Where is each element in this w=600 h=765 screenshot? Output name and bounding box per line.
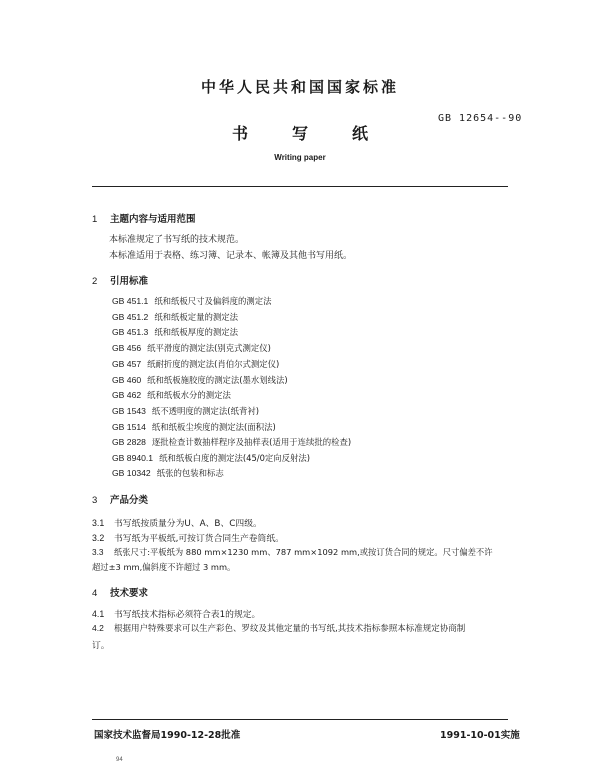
reference-title: 纸和纸板尺寸及偏斜度的测定法 bbox=[154, 296, 272, 306]
reference-item bbox=[112, 452, 310, 464]
clause-number: 3.1 bbox=[92, 518, 105, 528]
reference-code: GB 460 bbox=[112, 375, 142, 385]
reference-code: GB 1514 bbox=[112, 422, 146, 432]
section-1-paragraph: 本标准适用于表格、练习簿、记录本、帐簿及其他书写用纸。 bbox=[109, 251, 353, 261]
reference-code: GB 456 bbox=[112, 343, 142, 353]
section-4-number: 4 bbox=[92, 588, 98, 599]
reference-title: 纸和纸板白度的测定法(45/0定向反射法) bbox=[159, 453, 311, 463]
reference-item bbox=[112, 358, 279, 370]
reference-code: GB 8940.1 bbox=[112, 453, 154, 463]
implementation-date: 1991-10-01实施 bbox=[440, 730, 520, 741]
clause-4-1 bbox=[92, 607, 260, 620]
reference-item bbox=[112, 389, 231, 401]
reference-code: GB 451.3 bbox=[112, 327, 149, 337]
section-2-title: 引用标准 bbox=[110, 276, 149, 287]
section-2-number: 2 bbox=[92, 276, 98, 287]
reference-code: GB 2828 bbox=[112, 437, 146, 447]
section-1-title: 主题内容与适用范围 bbox=[110, 214, 196, 225]
reference-item bbox=[112, 374, 288, 386]
clause-text: 书写纸为平板纸,可按订货合同生产卷筒纸。 bbox=[114, 534, 284, 544]
clause-number: 4.1 bbox=[92, 609, 105, 619]
reference-title: 纸和纸板定量的测定法 bbox=[154, 312, 239, 322]
reference-code: GB 10342 bbox=[112, 468, 151, 478]
approval-line: 国家技术监督局1990-12-28批准 bbox=[94, 730, 241, 741]
reference-title: 纸不透明度的测定法(纸背衬) bbox=[151, 406, 259, 416]
reference-item bbox=[112, 326, 238, 338]
clause-number: 4.2 bbox=[92, 623, 104, 633]
reference-item bbox=[112, 342, 271, 354]
reference-title: 纸和纸板施胶度的测定法(墨水划线法) bbox=[147, 375, 288, 385]
clause-4-2-continuation: 订。 bbox=[92, 641, 110, 651]
reference-code: GB 457 bbox=[112, 359, 142, 369]
reference-item bbox=[112, 467, 224, 479]
reference-code: GB 462 bbox=[112, 390, 142, 400]
reference-code: GB 451.2 bbox=[112, 312, 149, 322]
reference-code: GB 451.1 bbox=[112, 296, 149, 306]
reference-title: 逐批检查计数抽样程序及抽样表(适用于连续批的检查) bbox=[151, 437, 352, 447]
reference-item bbox=[112, 295, 272, 307]
document-title-english: Writing paper bbox=[274, 153, 326, 162]
section-1-number: 1 bbox=[92, 214, 98, 225]
section-3-title: 产品分类 bbox=[110, 495, 149, 506]
section-1-heading bbox=[92, 211, 196, 225]
reference-title: 纸和纸板尘埃度的测定法(面积法) bbox=[151, 422, 276, 432]
clause-3-1 bbox=[92, 516, 262, 529]
section-3-number: 3 bbox=[92, 495, 98, 506]
reference-item bbox=[112, 405, 259, 417]
clause-text: 书写纸按质量分为U、A、B、C四级。 bbox=[114, 519, 262, 529]
clause-number: 3.2 bbox=[92, 533, 105, 543]
clause-text: 纸张尺寸:平板纸为 880 mm×1230 mm、787 mm×1092 mm,或按订货合同的规定。尺寸偏差不许 bbox=[114, 547, 493, 557]
reference-item bbox=[112, 311, 238, 323]
reference-title: 纸张的包装和标志 bbox=[156, 468, 224, 478]
clause-text: 书写纸技术指标必须符合表1的规定。 bbox=[114, 610, 261, 620]
reference-code: GB 1543 bbox=[112, 406, 146, 416]
standard-header-title: 中华人民共和国国家标准 bbox=[200, 78, 399, 96]
clause-3-2 bbox=[92, 531, 284, 544]
section-1-paragraph: 本标准规定了书写纸的技术规范。 bbox=[109, 235, 245, 245]
reference-title: 纸耐折度的测定法(肖伯尔式测定仪) bbox=[147, 359, 280, 369]
clause-4-2 bbox=[92, 622, 465, 634]
reference-title: 纸和纸板厚度的测定法 bbox=[154, 327, 239, 337]
reference-title: 纸平滑度的测定法(别克式测定仪) bbox=[147, 343, 271, 353]
clause-3-3 bbox=[92, 546, 493, 558]
clause-text: 根据用户特殊要求可以生产彩色、罗纹及其他定量的书写纸,其技术指标参照本标准规定协商制 bbox=[114, 624, 466, 634]
clause-3-3-continuation: 超过±3 mm,偏斜度不许超过 3 mm。 bbox=[92, 562, 236, 572]
header-divider bbox=[92, 186, 508, 187]
section-4-heading bbox=[92, 585, 148, 599]
section-2-heading bbox=[92, 273, 148, 287]
section-3-heading bbox=[92, 492, 148, 506]
footer-divider bbox=[92, 719, 508, 720]
reference-title: 纸和纸板水分的测定法 bbox=[147, 390, 231, 400]
reference-item bbox=[112, 436, 351, 448]
document-title: 书写纸 bbox=[231, 124, 412, 143]
page-number: 94 bbox=[116, 757, 123, 763]
standard-code: GB 12654--90 bbox=[438, 113, 523, 124]
section-4-title: 技术要求 bbox=[110, 588, 149, 599]
reference-item bbox=[112, 421, 276, 433]
clause-number: 3.3 bbox=[92, 547, 104, 557]
